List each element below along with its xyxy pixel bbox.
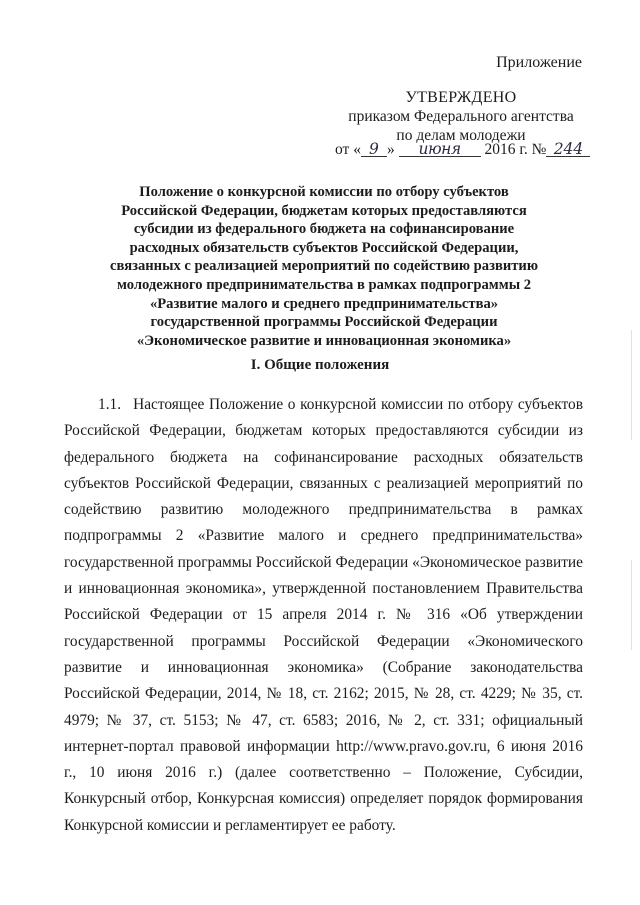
order-date-line: [335, 141, 590, 159]
scan-edge-mark: [631, 560, 632, 650]
date-year: 2016 г. №: [484, 141, 547, 158]
handwritten-order-number: 244: [546, 142, 590, 157]
approved-heading: УТВЕРЖДЕНО: [405, 89, 517, 106]
date-prefix: от «: [335, 141, 361, 158]
title-line: Российской Федерации, бюджетам которых предоставляются: [121, 202, 527, 219]
title-line: связанных с реализацией мероприятий по содействию развитию: [110, 258, 538, 275]
title-line: государственной программы Российской Федерации: [150, 314, 498, 331]
title-line: субсидии из федерального бюджета на софинансирование: [133, 221, 515, 238]
title-line: расходных обязательств субъектов Российской Федерации,: [129, 239, 519, 256]
title-line: «Экономическое развитие и инновационная экономика»: [136, 332, 512, 349]
handwritten-day: 9: [361, 142, 387, 157]
paragraph-number: 1.1.: [98, 396, 122, 413]
paragraph-1-1: [64, 392, 583, 839]
appendix-label: Приложение: [496, 54, 582, 71]
date-mid: »: [386, 141, 395, 158]
paragraph-text: Настоящее Положение о конкурсной комиссии по отбору субъектов Российской Федерации, бюджетам которых предоставляются субсидии из федерального бюджета на софинансирование расходных обязательств субъектов Российской Федерации, связанных с реализацией мероприятий по содействию развитию молодежного предпринимательства в рамках подпрограммы 2 «Развитие малого и среднего предпринимательства» государственной программы Российской Федерации «Экономическое развитие и инновационная экономика», утвержденной постановлением Правительства Российской Федерации от 15 апреля 2014 г. № 316 «Об утверждении государственной программы Российской Федерации «Экономического развитие и инновационная экономика» (Собрание законодательства Российской Федерации, 2014, № 18, ст. 2162; 2015, № 28, ст. 4229; № 35, ст. 4979; № 37, ст. 5153; № 47, ст. 6583; 2016, № 2, ст. 331; официальный интернет-портал правовой информации http://www.pravo.gov.ru, 6 июня 2016 г., 10 июня 2016 г.) (далее соответственно – Положение, Субсидии, Конкурсный отбор, Конкурсная комиссия) определяет порядок формирования Конкурсной комиссии и регламентирует ее работу.: [64, 396, 583, 834]
approval-block: [326, 88, 596, 145]
scan-edge-mark: [631, 330, 632, 440]
section-heading: I. Общие положения: [250, 357, 390, 373]
title-line: Положение о конкурсной комиссии по отбору субъектов: [139, 184, 509, 200]
order-line-1: приказом Федерального агентства: [348, 108, 574, 125]
document-title: [90, 183, 558, 350]
order-line-2: по делам молодежи: [396, 127, 526, 144]
title-line: молодежного предпринимательства в рамках подпрограммы 2: [116, 276, 532, 293]
title-line: «Развитие малого и среднего предпринимательства»: [149, 295, 499, 312]
handwritten-month: июня: [399, 142, 481, 157]
